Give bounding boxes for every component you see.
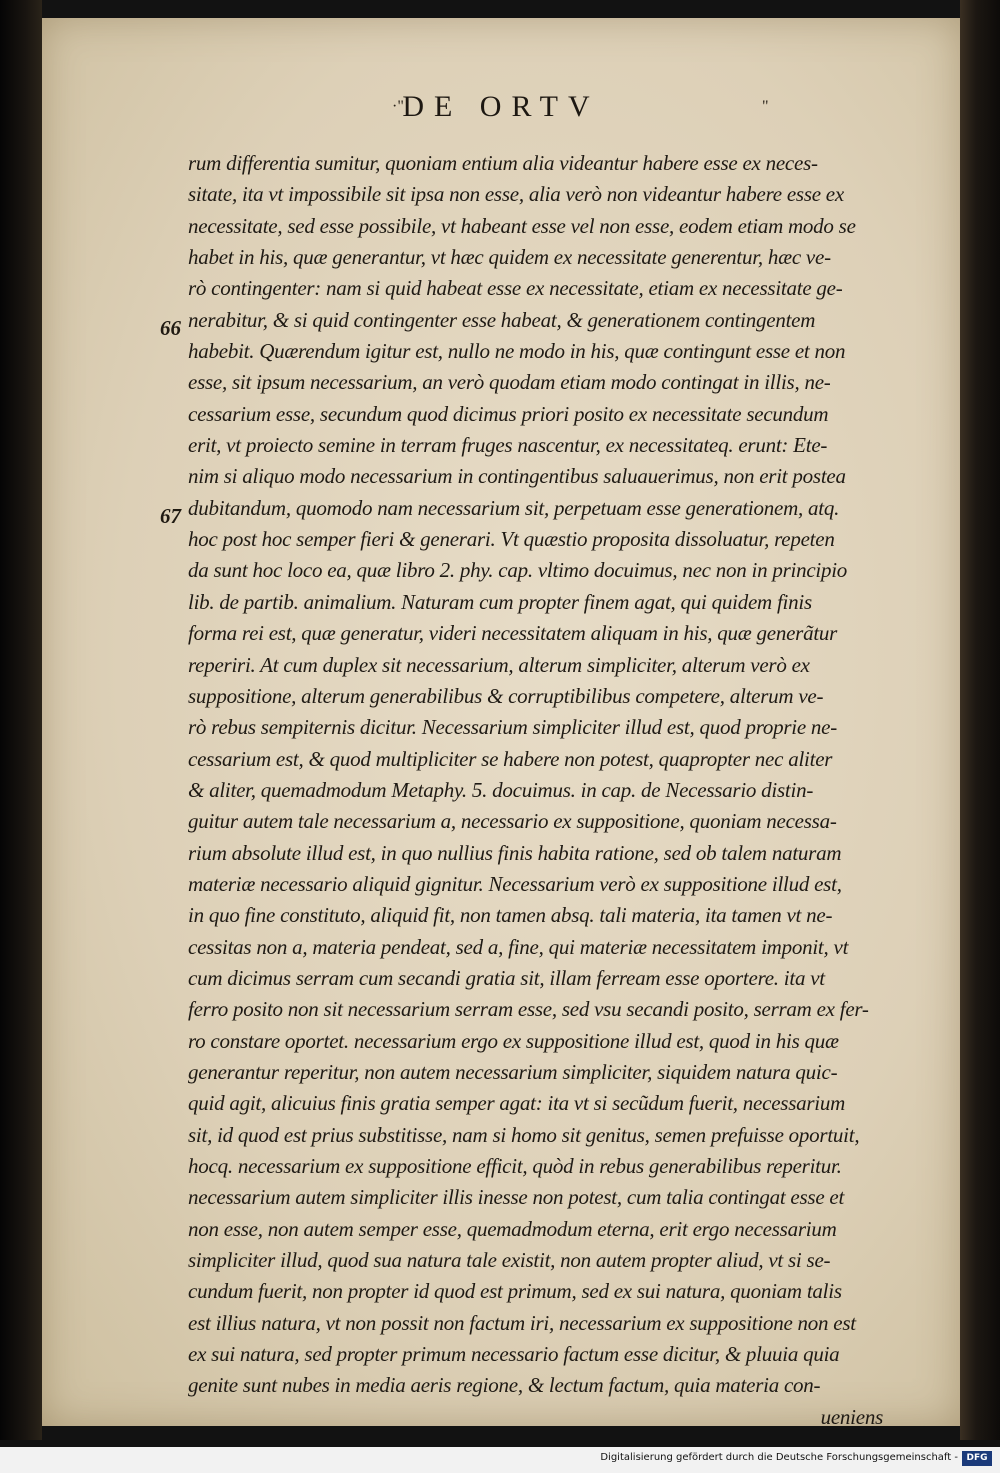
- text-line: ueniens: [820, 1404, 883, 1429]
- text-line: cessitas non a, materia pendeat, sed a, fine, qui materiæ necessitatem imponit, vt: [188, 934, 849, 959]
- text-line: suppositione, alterum generabilibus & corruptibilibus competere, alterum ve-: [188, 683, 824, 708]
- text-line: lib. de partib. animalium. Naturam cum propter finem agat, qui quidem finis: [188, 589, 812, 614]
- digitization-credit: Digitalisierung gefördert durch die Deutsche Forschungsgemeinschaft -: [600, 1452, 958, 1463]
- text-line: da sunt hoc loco ea, quæ libro 2. phy. cap. vltimo docuimus, nec non in principio: [188, 558, 848, 583]
- text-line: cum dicimus serram cum secandi gratia sit, illam ferream esse oportere. ita vt: [188, 965, 825, 990]
- text-line: habet in his, quæ generantur, vt hæc quidem ex necessitate generentur, hæc ve-: [188, 245, 831, 270]
- text-line: genite sunt nubes in media aeris regione, & lectum factum, quia materia con-: [188, 1373, 821, 1398]
- text-line: rò rebus sempiternis dicitur. Necessarium simpliciter illud est, quod proprie ne-: [188, 715, 837, 740]
- book-binding-edge: [0, 0, 42, 1440]
- text-line: quid agit, alicuius finis gratia semper agat: ita vt si secũdum fuerit, necessarium: [188, 1091, 846, 1116]
- running-head: DE ORTV: [402, 90, 600, 123]
- text-line: rium absolute illud est, in quo nullius finis habita ratione, sed ob talem naturam: [188, 840, 842, 865]
- text-line: cundum fuerit, non propter id quod est primum, sed ex sui natura, quoniam talis: [188, 1279, 842, 1304]
- book-page: [42, 18, 960, 1429]
- text-line: est illius natura, vt non possit non factum iri, necessarium ex suppositione non est: [188, 1310, 856, 1335]
- margin-number: 66: [160, 316, 181, 340]
- text-line: & aliter, quemadmodum Metaphy. 5. docuimus. in cap. de Necessario distin-: [188, 777, 814, 802]
- text-line: generantur reperitur, non autem necessarium simpliciter, siquidem natura quic-: [188, 1059, 838, 1084]
- text-line: ferro posito non sit necessarium serram esse, sed vsu secandi posito, serram ex fer-: [188, 997, 869, 1022]
- text-line: necessitate, sed esse possibile, vt habeant esse vel non esse, eodem etiam modo se: [188, 213, 856, 238]
- text-line: habebit. Quærendum igitur est, nullo ne modo in his, quæ contingunt esse et non: [188, 339, 846, 364]
- footer-bar: [0, 1447, 1000, 1473]
- text-line: non esse, non autem semper esse, quemadmodum eterna, erit ergo necessarium: [188, 1216, 837, 1241]
- head-ornament-right: ": [762, 98, 769, 115]
- text-line: erit, vt proiecto semine in terram fruges nascentur, ex necessitateq. erunt: Ete-: [188, 433, 828, 458]
- text-line: in quo fine constituto, aliquid fit, non tamen absq. tali materia, ita tamen vt ne-: [188, 903, 833, 928]
- text-line: sit, id quod est prius substitisse, nam si homo sit genitus, semen prefuisse oportuit,: [188, 1122, 860, 1147]
- text-line: esse, sit ipsum necessarium, an verò quodam etiam modo contingat in illis, ne-: [188, 370, 831, 395]
- text-line: simpliciter illud, quod sua natura tale existit, non autem propter aliud, vt si se-: [188, 1248, 831, 1273]
- text-line: necessarium autem simpliciter illis inesse non potest, cum talia contingat esse et: [188, 1185, 845, 1210]
- dfg-logo: DFG: [962, 1451, 992, 1466]
- head-ornament-left: ·": [392, 98, 404, 115]
- margin-number: 67: [160, 504, 181, 528]
- text-line: materiæ necessario aliquid gignitur. Necessarium verò ex suppositione illud est,: [188, 871, 842, 896]
- text-line: ex sui natura, sed propter primum necessario factum esse dicitur, & pluuia quia: [188, 1342, 840, 1367]
- body-text: [188, 148, 933, 1433]
- text-line: nerabitur, & si quid contingenter esse habeat, & generationem contingentem: [188, 307, 816, 332]
- page-stack-edge: [960, 0, 1000, 1440]
- text-line: rum differentia sumitur, quoniam entium alia videantur habere esse ex neces-: [188, 151, 818, 175]
- text-line: reperiri. At cum duplex sit necessarium, alterum simpliciter, alterum verò ex: [188, 652, 810, 677]
- text-line: dubitandum, quomodo nam necessarium sit, perpetuam esse generationem, atq.: [188, 495, 840, 520]
- text-line: hoc post hoc semper fieri & generari. Vt quæstio proposita dissoluatur, repeten: [188, 527, 835, 552]
- text-line: guitur autem tale necessarium a, necessario ex suppositione, quoniam necessa-: [188, 809, 837, 834]
- text-line: ro constare oportet. necessarium ergo ex suppositione illud est, quod in his quæ: [188, 1028, 839, 1053]
- text-line: cessarium est, & quod multipliciter se habere non potest, quapropter nec aliter: [188, 746, 833, 771]
- text-line: rò contingenter: nam si quid habeat esse ex necessitate, etiam ex necessitate ge-: [188, 276, 843, 301]
- text-line: cessarium esse, secundum quod dicimus priori posito ex necessitate secundum: [188, 401, 829, 426]
- text-line: sitate, ita vt impossibile sit ipsa non esse, alia verò non videantur habere esse ex: [188, 182, 844, 207]
- text-line: forma rei est, quæ generatur, videri necessitatem aliquam in his, quæ generãtur: [188, 621, 838, 646]
- text-line: hocq. necessarium ex suppositione efficit, quòd in rebus generabilibus reperitur.: [188, 1154, 842, 1178]
- text-line: nim si aliquo modo necessarium in contingentibus saluauerimus, non erit postea: [188, 464, 846, 489]
